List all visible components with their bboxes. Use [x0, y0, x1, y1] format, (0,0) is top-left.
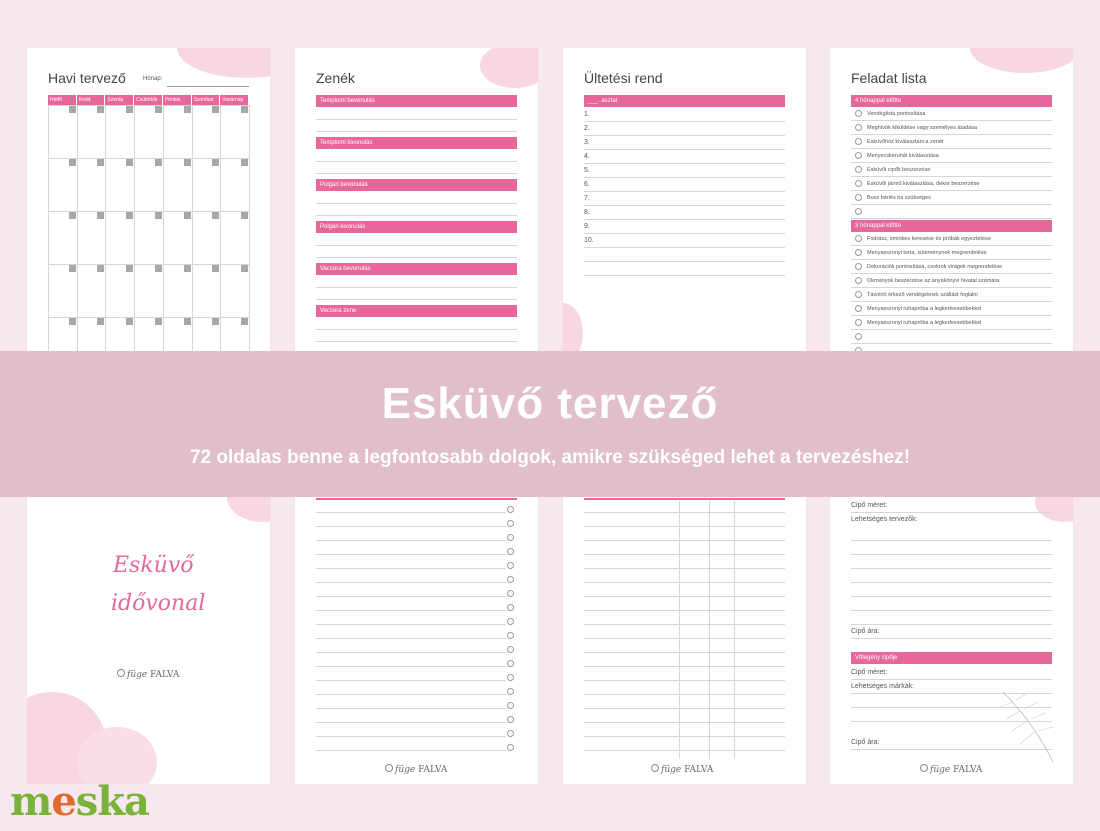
banner-title: Esküvő tervező [381, 379, 719, 428]
date-marker [184, 159, 191, 166]
checkbox-circle [507, 716, 514, 723]
rule-line [316, 341, 517, 342]
section-4-months: 4 hónappal előtte [851, 95, 1052, 107]
checkbox-circle [855, 235, 862, 242]
weekday-cell: Vasárnap [220, 95, 249, 105]
logo-word1: füge [127, 670, 148, 680]
date-marker [184, 106, 191, 113]
rule-line [851, 148, 1052, 149]
checkbox-circle [507, 702, 514, 709]
date-marker [155, 318, 162, 325]
checkbox-circle [507, 744, 514, 751]
date-marker [69, 106, 76, 113]
checkbox-circle [855, 319, 862, 326]
date-marker [69, 318, 76, 325]
month-label: Hónap: [143, 76, 163, 82]
date-marker [241, 106, 248, 113]
decor-blob [1035, 497, 1073, 522]
date-marker [97, 318, 104, 325]
task-text: Menyecskeruhát kiválasztása [867, 153, 939, 159]
checklist-page [295, 497, 538, 784]
timeline-title-line2: idővonal [111, 591, 206, 616]
fuge-falva-logo [651, 764, 713, 775]
checkbox-circle [855, 305, 862, 312]
checkbox-circle [507, 632, 514, 639]
checkbox-circle [855, 138, 862, 145]
checkbox-circle [855, 263, 862, 270]
logo-word2: FALVA [953, 765, 983, 775]
checkbox-circle [855, 166, 862, 173]
rule-line [584, 512, 785, 513]
title-banner [0, 351, 1100, 497]
date-marker [126, 159, 133, 166]
decor-blob [480, 48, 538, 88]
checkbox-circle [507, 660, 514, 667]
task-text: Okmányok beszerzése az anyakönyvi hivatal számára [867, 278, 1000, 284]
date-marker [97, 265, 104, 272]
grid-line [48, 105, 49, 351]
rule-line [316, 329, 517, 330]
weekday-cell: Szombat [192, 95, 221, 105]
decor-blob [77, 727, 157, 784]
task-text: Menyasszonyi ruhapróba a legkedvesebbekkel [867, 306, 982, 312]
task-text: Esküvői cipők beszerzése [867, 167, 931, 173]
rule-line [584, 247, 785, 248]
rule-line [851, 329, 1052, 330]
rule-line [851, 582, 1052, 583]
date-marker [184, 212, 191, 219]
rule-line [851, 596, 1052, 597]
rule-line [316, 694, 506, 695]
decor-blob [970, 48, 1073, 73]
meska-letter: m [10, 778, 52, 825]
logo-word2: FALVA [418, 765, 448, 775]
rule-line [851, 218, 1052, 219]
date-marker [69, 212, 76, 219]
date-marker [97, 106, 104, 113]
date-marker [155, 106, 162, 113]
logo-word1: füge [930, 765, 951, 775]
rule-line [316, 526, 506, 527]
date-marker [212, 106, 219, 113]
logo-word1: füge [395, 765, 416, 775]
checkbox-circle [507, 590, 514, 597]
rule-line [316, 680, 506, 681]
seat-number: 10. [584, 237, 594, 244]
rule-line [851, 245, 1052, 246]
rule-line [316, 708, 506, 709]
rule-line [584, 750, 785, 751]
rule-line [851, 176, 1052, 177]
task-text: Fodrász, sminkes keresése és próbák egyeztetése [867, 236, 991, 242]
rule-line [584, 680, 785, 681]
date-marker [97, 212, 104, 219]
rule-line [584, 722, 785, 723]
section-3-months: 3 hónappal előtte [851, 220, 1052, 232]
rule-line [316, 131, 517, 132]
checkbox-circle [507, 618, 514, 625]
rule-line [316, 554, 506, 555]
rule-line [584, 694, 785, 695]
shoe-size-label-2: Cipő méret: [851, 669, 888, 676]
month-line [167, 86, 249, 87]
rule-line [851, 540, 1052, 541]
date-marker [212, 159, 219, 166]
checkbox-circle [855, 208, 862, 215]
checkbox-circle [855, 194, 862, 201]
grid-line [163, 105, 164, 351]
table-page [563, 497, 806, 784]
date-marker [126, 212, 133, 219]
seat-number: 9. [584, 223, 590, 230]
rule-line [851, 343, 1052, 344]
rule-line [316, 624, 506, 625]
task-list-page [830, 48, 1073, 351]
checkbox-circle [507, 562, 514, 569]
rule-line [316, 568, 506, 569]
rule-line [316, 596, 506, 597]
decor-blob [177, 48, 270, 78]
rule-line [584, 261, 785, 262]
rule-line [316, 638, 506, 639]
rule-line [851, 315, 1052, 316]
date-marker [69, 265, 76, 272]
rule-line [851, 638, 1052, 639]
rule-line [851, 273, 1052, 274]
rule-line [584, 596, 785, 597]
rule-line [851, 259, 1052, 260]
groom-shoe-bar: Vőlegény cipője [851, 652, 1052, 664]
date-marker [126, 318, 133, 325]
date-marker [212, 318, 219, 325]
seat-number: 4. [584, 153, 590, 160]
rule-line [316, 257, 517, 258]
rule-line [851, 204, 1052, 205]
task-text: Menyasszonyi ruhapróba a legkedvesebbekkel [867, 320, 982, 326]
music-section-bar: Templomi bevonulás [316, 95, 517, 107]
grid-line [192, 105, 193, 351]
fuge-falva-logo [920, 764, 982, 775]
rule-line [851, 568, 1052, 569]
weekday-cell: Kedd [77, 95, 106, 105]
date-marker [212, 212, 219, 219]
checkbox-circle [855, 110, 862, 117]
logo-word1: füge [661, 765, 682, 775]
fuge-falva-logo [117, 669, 179, 680]
banner-subtitle: 72 oldalas benne a legfontosabb dolgok, amikre szükséged lehet a tervezéshez! [189, 447, 911, 468]
music-section-bar: Vacsora bevonulás [316, 263, 517, 275]
monthly-planner-title: Havi tervező [48, 70, 126, 86]
rule-line [584, 638, 785, 639]
rule-line [316, 750, 506, 751]
timeline-cover-page [27, 497, 270, 784]
rule-line [851, 287, 1052, 288]
task-text: Busz bérlés ha szükséges [867, 195, 931, 201]
rule-line [584, 666, 785, 667]
weekday-cell: Szerda [105, 95, 134, 105]
shoe-size-label: Cipő méret: [851, 502, 888, 509]
rule-line [851, 679, 1052, 680]
rule-line [316, 582, 506, 583]
music-section-bar: Polgári bevonulás [316, 179, 517, 191]
logo-word2: FALVA [684, 765, 714, 775]
logo-circle-icon [920, 764, 928, 772]
task-list-title: Feladat lista [851, 70, 927, 86]
rule-line [584, 191, 785, 192]
checkbox-circle [855, 152, 862, 159]
seat-number: 7. [584, 195, 590, 202]
rule-line [584, 275, 785, 276]
checkbox-circle [855, 180, 862, 187]
rule-line [316, 215, 517, 216]
rule-line [584, 708, 785, 709]
shoe-price-label-2: Cipő ára: [851, 739, 880, 746]
possible-designers-label: Lehetséges tervezők: [851, 516, 918, 523]
task-text: Menyasszonyi torta, süteménynek megrendelése [867, 250, 987, 256]
rule-line [316, 540, 506, 541]
checkbox-circle [507, 646, 514, 653]
rule-line [584, 526, 785, 527]
meska-letter: e [51, 778, 76, 825]
rule-line [584, 582, 785, 583]
task-text: Távolról érkező vendégeknek szállást foglalni [867, 292, 978, 298]
meska-letter: s [75, 778, 98, 825]
checkbox-circle [507, 520, 514, 527]
shoe-page [830, 497, 1073, 784]
date-marker [155, 212, 162, 219]
date-marker [241, 265, 248, 272]
music-title: Zenék [316, 70, 355, 86]
rule-line [584, 652, 785, 653]
task-text: Meghívók kiküldése vagy személyes átadása [867, 125, 978, 131]
rule-line [851, 512, 1052, 513]
rule-line [316, 119, 517, 120]
rule-line [584, 233, 785, 234]
rule-line [584, 568, 785, 569]
seat-number: 2. [584, 125, 590, 132]
rule-line [584, 163, 785, 164]
rule-line [316, 722, 506, 723]
rule-line [316, 652, 506, 653]
rule-line [316, 203, 517, 204]
table-label-bar: ___. asztal [584, 95, 785, 107]
music-section-bar: Templomi kivonulás [316, 137, 517, 149]
date-marker [241, 318, 248, 325]
checkbox-circle [855, 277, 862, 284]
rule-line [584, 219, 785, 220]
weekday-cell: Csütörtök [134, 95, 163, 105]
music-page [295, 48, 538, 351]
rule-line [584, 624, 785, 625]
seating-page [563, 48, 806, 351]
date-marker [126, 106, 133, 113]
table-column-divider [709, 501, 710, 759]
seat-number: 3. [584, 139, 590, 146]
rule-line [584, 135, 785, 136]
seat-number: 6. [584, 181, 590, 188]
date-marker [155, 159, 162, 166]
meska-letter: a [124, 778, 149, 825]
logo-circle-icon [651, 764, 659, 772]
top-accent-line [316, 498, 517, 500]
checkbox-circle [855, 249, 862, 256]
monthly-planner-page [27, 48, 270, 351]
rule-line [316, 299, 517, 300]
checkbox-circle [507, 688, 514, 695]
decor-blob [563, 303, 583, 351]
seat-number: 5. [584, 167, 590, 174]
rule-line [584, 540, 785, 541]
date-marker [69, 159, 76, 166]
decor-blob [227, 497, 270, 522]
date-marker [184, 318, 191, 325]
checkbox-circle [855, 124, 862, 131]
date-marker [241, 212, 248, 219]
date-marker [241, 159, 248, 166]
possible-brands-label: Lehetséges márkák: [851, 683, 915, 690]
rule-line [584, 554, 785, 555]
rule-line [851, 134, 1052, 135]
rule-line [851, 624, 1052, 625]
rule-line [584, 736, 785, 737]
shoe-price-label: Cipő ára: [851, 628, 880, 635]
rule-line [316, 245, 517, 246]
rule-line [584, 121, 785, 122]
music-section-bar: Vacsora zene [316, 305, 517, 317]
music-section-bar: Polgári kivonulás [316, 221, 517, 233]
task-text: Esküvőhöz kiválasztani a zenét [867, 139, 944, 145]
logo-circle-icon [117, 669, 125, 677]
weekday-cell: Hétfő [48, 95, 77, 105]
date-marker [212, 265, 219, 272]
checkbox-circle [507, 674, 514, 681]
seat-number: 1. [584, 111, 590, 118]
seat-number: 8. [584, 209, 590, 216]
checkbox-circle [507, 576, 514, 583]
rule-line [316, 666, 506, 667]
checkbox-circle [855, 291, 862, 298]
grid-line [134, 105, 135, 351]
checkbox-circle [507, 730, 514, 737]
rule-line [851, 162, 1052, 163]
rule-line [316, 173, 517, 174]
checkbox-circle [507, 548, 514, 555]
grid-line [220, 105, 221, 351]
rule-line [316, 736, 506, 737]
checkbox-circle [507, 534, 514, 541]
rule-line [584, 177, 785, 178]
rule-line [851, 554, 1052, 555]
weekday-cell: Péntek [163, 95, 192, 105]
date-marker [126, 265, 133, 272]
seating-title: Ültetési rend [584, 70, 663, 86]
meska-logo [10, 778, 149, 825]
checkbox-circle [507, 506, 514, 513]
date-marker [184, 265, 191, 272]
table-column-divider [734, 501, 735, 759]
grid-line [105, 105, 106, 351]
rule-line [316, 161, 517, 162]
grid-line [249, 105, 250, 351]
date-marker [97, 159, 104, 166]
rule-line [584, 149, 785, 150]
meska-letter: k [97, 778, 125, 825]
task-text: Esküvői jármű kiválasztása, dekor beszerzése [867, 181, 980, 187]
fuge-falva-logo [385, 764, 447, 775]
rule-line [316, 512, 506, 513]
rule-line [584, 205, 785, 206]
date-marker [155, 265, 162, 272]
task-text: Vendéglista pontosítása [867, 111, 926, 117]
rule-line [316, 610, 506, 611]
table-column-divider [679, 501, 680, 759]
grid-line [77, 105, 78, 351]
top-accent-line [584, 498, 785, 500]
rule-line [584, 610, 785, 611]
rule-line [851, 190, 1052, 191]
rule-line [851, 120, 1052, 121]
checkbox-circle [507, 604, 514, 611]
rule-line [851, 301, 1052, 302]
logo-word2: FALVA [150, 670, 180, 680]
task-text: Dekorációk pontosítása, csokrok virágok megrendelése [867, 264, 1003, 270]
checkbox-circle [855, 333, 862, 340]
timeline-title-line1: Esküvő [113, 553, 194, 578]
rule-line [851, 610, 1052, 611]
rule-line [316, 287, 517, 288]
leaf-icon [998, 687, 1058, 767]
logo-circle-icon [385, 764, 393, 772]
